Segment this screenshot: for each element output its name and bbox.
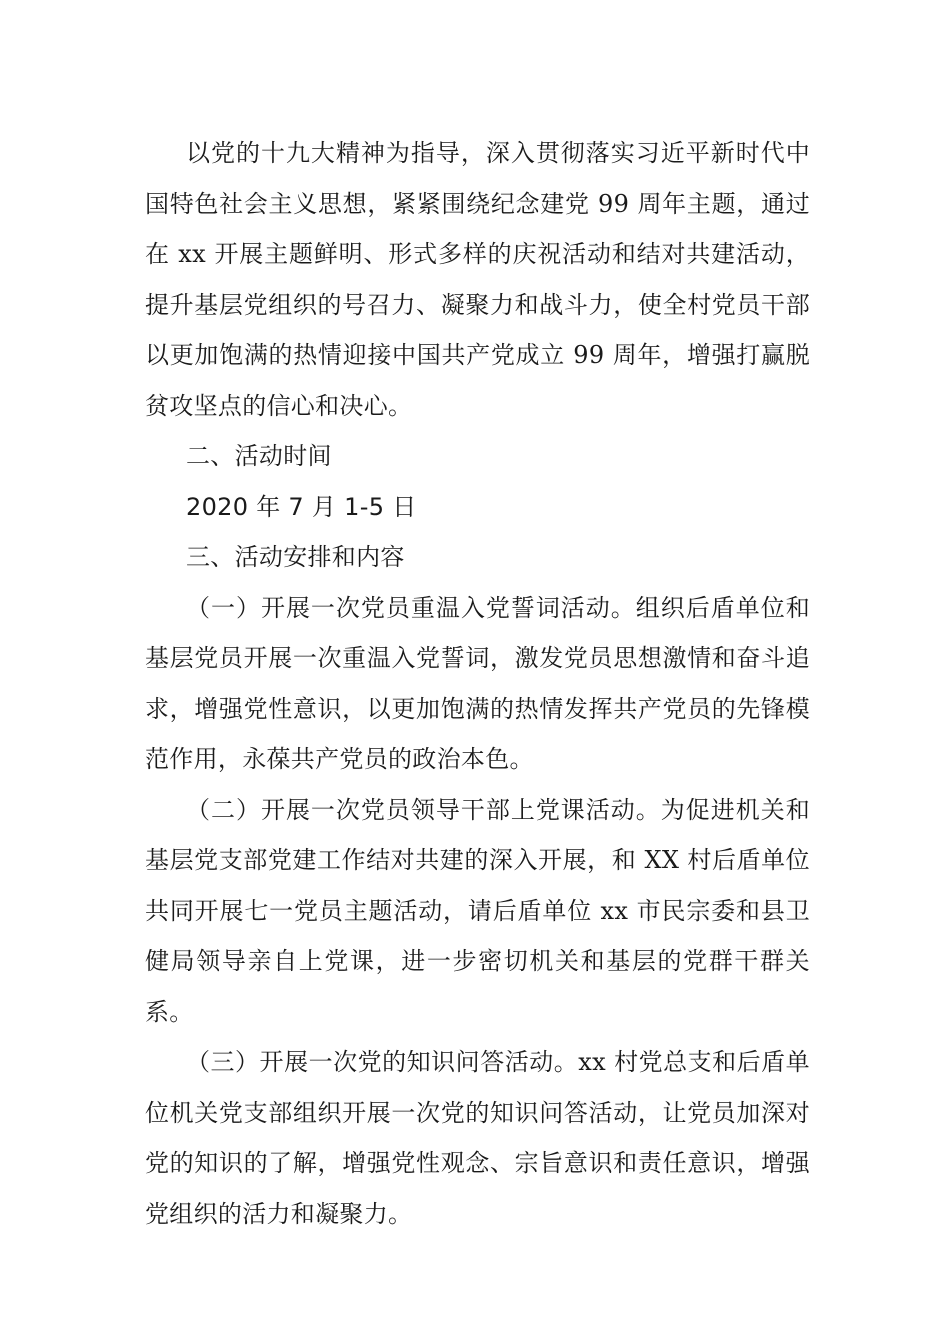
paragraph-activity-three: （三）开展一次党的知识问答活动。xx 村党总支和后盾单位机关党支部组织开展一次党的知识问答活动，让党员加深对党的知识的了解，增强党性观念、宗旨意识和责任意识，增强党组织的活力和凝聚力。 <box>145 1048 810 1228</box>
activity-date: 2020 年 7 月 1-5 日 <box>186 492 417 521</box>
paragraph-guiding-principle: 以党的十九大精神为指导，深入贯彻落实习近平新时代中国特色社会主义思想，紧紧围绕纪念建党 99 周年主题，通过在 xx 开展主题鲜明、形式多样的庆祝活动和结对共建活动，提升基层党组织的号召力、凝聚力和战斗力，使全村党员干部以更加饱满的热情迎接中国共产党成立 99 周年，增强打赢脱贫攻坚点的信心和决心。 <box>145 139 810 420</box>
heading-activity-time: 二、活动时间 <box>186 442 332 470</box>
document-body <box>145 128 810 1239</box>
paragraph-activity-one: （一）开展一次党员重温入党誓词活动。组织后盾单位和基层党员开展一次重温入党誓词，激发党员思想激情和奋斗追求，增强党性意识，以更加饱满的热情发挥共产党员的先锋模范作用，永葆共产党员的政治本色。 <box>145 593 810 773</box>
heading-activity-arrangement: 三、活动安排和内容 <box>186 543 405 571</box>
paragraph-activity-two: （二）开展一次党员领导干部上党课活动。为促进机关和基层党支部党建工作结对共建的深入开展，和 XX 村后盾单位共同开展七一党员主题活动，请后盾单位 xx 市民宗委和县卫健局领导亲自上党课，进一步密切机关和基层的党群干群关系。 <box>145 795 810 1026</box>
